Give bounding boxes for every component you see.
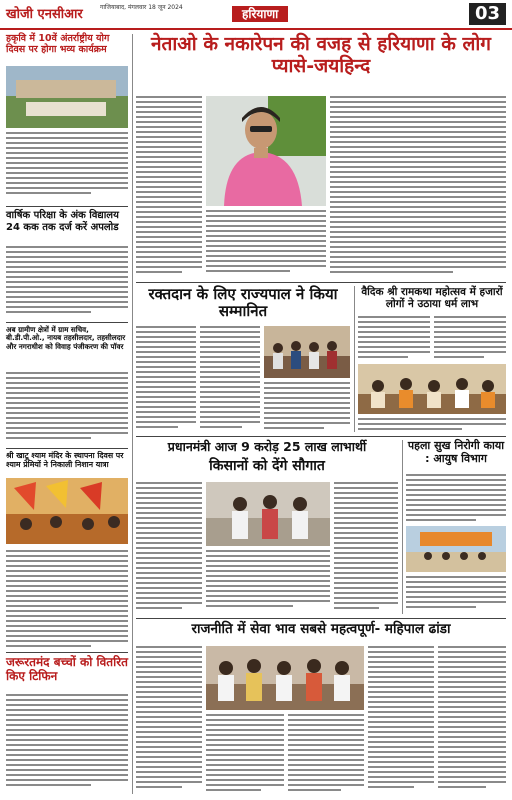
- katha-headline: वैदिक श्री रामकथा महोत्सव में हजारों लोगों ने उठाया धर्म लाभ: [361, 286, 503, 311]
- board-headline: वार्षिक परिक्षा के अंक विद्यालय 24 कक तक दर्ज करें अपलोड: [6, 210, 119, 233]
- blood-headline: रक्तदान के लिए राज्यपाल ने किया सम्मानित: [148, 285, 338, 321]
- khatu-photo: [6, 478, 128, 544]
- yoga-photo: [6, 66, 128, 128]
- politics-body-1: [136, 646, 202, 794]
- blood-photo-illustration: [264, 326, 350, 378]
- katha-body-3: [358, 418, 506, 432]
- ayush-headline: पहला सुख निरोगी काया : आयुष विभाग: [407, 439, 505, 465]
- ayush-photo-illustration: [406, 526, 506, 572]
- khatu-photo-illustration: [6, 478, 128, 544]
- khatu-headline: श्री खाटू श्याम मंदिर के स्थापना दिवस पर श्याम प्रेमियों ने निकाली निशान यात्रा: [6, 451, 124, 469]
- ayush-photo: [406, 526, 506, 572]
- lead-body-right: [330, 96, 506, 276]
- lead-body-left: [136, 96, 202, 276]
- politics-headline: राजनीति में सेवा भाव सबसे महत्वपूर्ण- महिपाल ढांडा: [191, 621, 451, 637]
- pm-body-1: [136, 482, 202, 612]
- pm-body-3: [334, 482, 398, 612]
- yoga-body: [6, 132, 128, 202]
- katha-body-2: [434, 316, 506, 360]
- pm-photo-illustration: [206, 482, 330, 546]
- pm-body-2: [206, 550, 330, 612]
- katha-photo-illustration: [358, 364, 506, 414]
- politics-body-4: [368, 646, 434, 794]
- board-body: [6, 246, 128, 318]
- khatu-body: [6, 550, 128, 648]
- katha-body-1: [358, 316, 430, 360]
- lead-headline: नेताओ के नकारेपन की वजह से हरियाणा के लोग प्यासे-जयहिन्द: [151, 33, 491, 77]
- katha-photo: [358, 364, 506, 414]
- pm-headline-2: किसानों को देंगे सौगात: [209, 458, 325, 474]
- pm-headline: प्रधानमंत्री आज 9 करोड़ 25 लाख लाभार्थी: [167, 439, 367, 454]
- tiffin-body: [6, 694, 128, 794]
- yoga-photo-illustration: [6, 66, 128, 128]
- politics-photo-illustration: [206, 646, 364, 710]
- page-number: 03: [469, 3, 506, 25]
- date-line: गाजियाबाद, मंगलवार 18 जून 2024: [100, 4, 183, 11]
- yoga-headline: हकृवि में 10वें अंतर्राष्ट्रीय योग दिवस पर होगा भव्य कार्यक्रम: [6, 33, 110, 55]
- lead-photo-illustration: [206, 96, 326, 206]
- ayush-body-2: [406, 576, 506, 612]
- survey-headline: अब ग्रामीण क्षेत्रों में ग्राम सचिव, बी.डी.पी.ओ., नायब तहसीलदार, तहसीलदार और नगराधीश को विवाह पंजीकरण की पॉवर: [6, 325, 126, 351]
- politics-body-2: [206, 714, 284, 794]
- blood-body-3: [264, 382, 350, 430]
- lead-body-mid: [206, 210, 326, 276]
- lead-photo: [206, 96, 326, 206]
- politics-body-3: [288, 714, 364, 794]
- survey-body: [6, 372, 128, 444]
- blood-body-2: [200, 326, 260, 430]
- section-label: हरियाणा: [232, 6, 288, 22]
- masthead: [0, 0, 512, 30]
- pm-photo: [206, 482, 330, 546]
- ayush-body-1: [406, 474, 506, 522]
- blood-body-1: [136, 326, 196, 430]
- politics-body-5: [438, 646, 506, 794]
- blood-photo: [264, 326, 350, 378]
- newspaper-brand: खोजी एनसीआर: [6, 7, 83, 22]
- politics-photo: [206, 646, 364, 710]
- tiffin-headline: जरूरतमंद बच्चों को वितरित किए टिफिन: [6, 655, 128, 683]
